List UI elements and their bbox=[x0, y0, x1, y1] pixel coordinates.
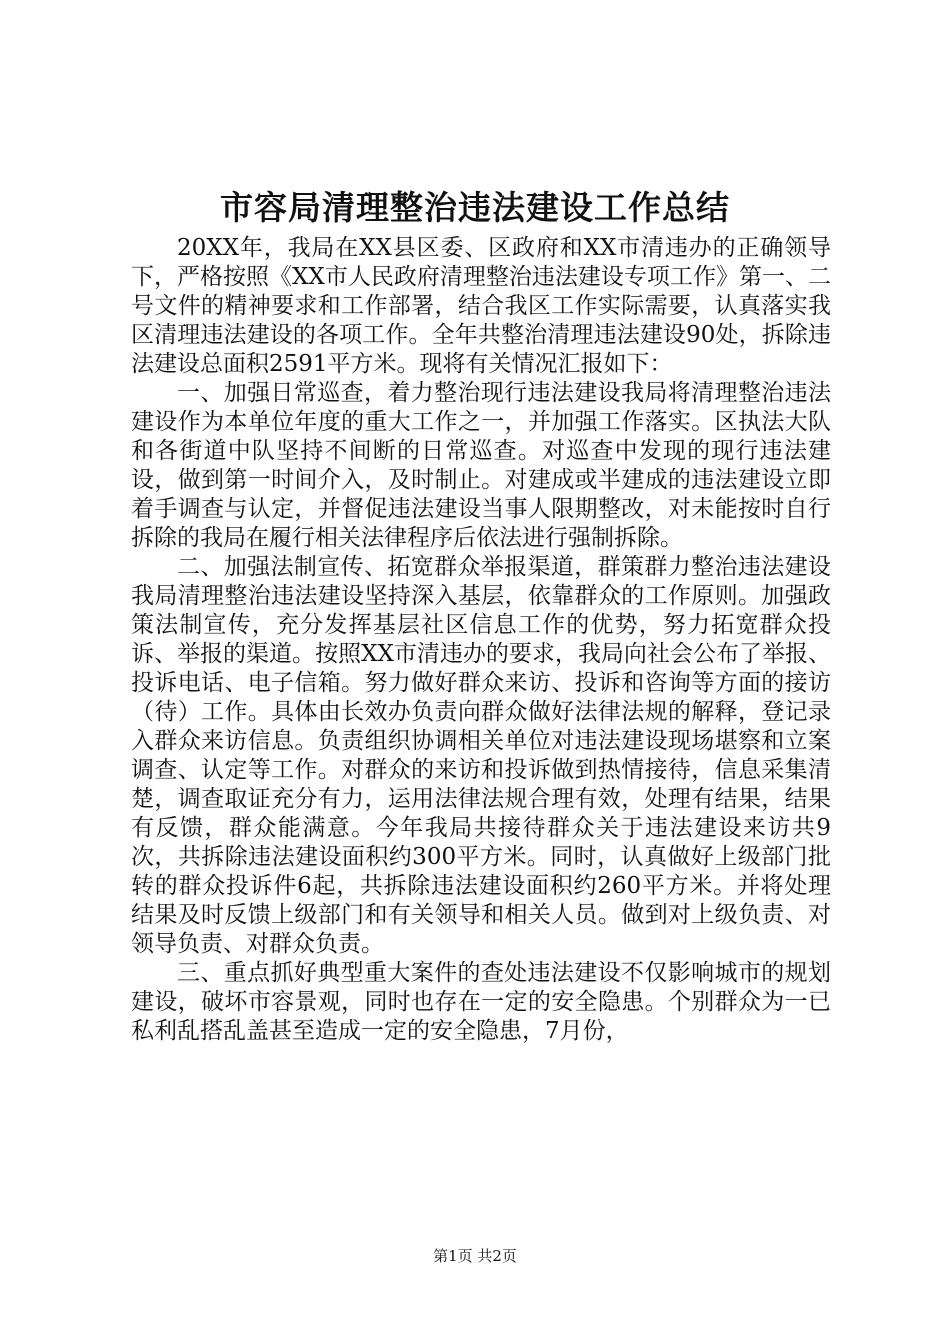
paragraph-section-3: 三、重点抓好典型重大案件的查处违法建设不仅影响城市的规划建设，破坏市容景观，同时也存在一定的安全隐患。个别群众为一已私利乱搭乱盖甚至造成一定的安全隐患，7月份， bbox=[131, 960, 831, 1044]
paragraph-section-1: 一、加强日常巡查，着力整治现行违法建设我局将清理整治违法建设作为本单位年度的重大工作之一，并加强工作落实。区执法大队和各街道中队坚持不间断的日常巡查。对巡查中发现的现行违法建设，做到第一时间介入，及时制止。对建成或半建成的违法建设立即着手调查与认定，并督促违法建设当事人限期整改，对未能按时自行拆除的我局在履行相关法律程序后依法进行强制拆除。 bbox=[131, 380, 831, 551]
document-title: 市容局清理整治违法建设工作总结 bbox=[220, 188, 730, 227]
document-body bbox=[131, 234, 831, 1046]
page-number-footer: 第1页 共2页 bbox=[433, 1247, 517, 1265]
paragraph-intro: 20XX年，我局在XX县区委、区政府和XX市清违办的正确领导下，严格按照《XX市人民政府清理整治违法建设专项工作》第一、二号文件的精神要求和工作部署，结合我区工作实际需要，认真落实我区清理违法建设的各项工作。全年共整治清理违法建设90处，拆除违法建设总面积2591平方米。现将有关情况汇报如下： bbox=[131, 235, 831, 377]
paragraph-section-2: 二、加强法制宣传、拓宽群众举报渠道，群策群力整治违法建设我局清理整治违法建设坚持深入基层，依靠群众的工作原则。加强政策法制宣传，充分发挥基层社区信息工作的优势，努力拓宽群众投诉、举报的渠道。按照XX市清违办的要求，我局向社会公布了举报、投诉电话、电子信箱。努力做好群众来访、投诉和咨询等方面的接访（待）工作。具体由长效办负责向群众做好法律法规的解释，登记录入群众来访信息。负责组织协调相关单位对违法建设现场堪察和立案调查、认定等工作。对群众的来访和投诉做到热情接待，信息采集清楚，调查取证充分有力，运用法律法规合理有效，处理有结果，结果有反馈，群众能满意。今年我局共接待群众关于违法建设来访共9次，共拆除违法建设面积约300平方米。同时，认真做好上级部门批转的群众投诉件6起，共拆除违法建设面积约260平方米。并将处理结果及时反馈上级部门和有关领导和相关人员。做到对上级负责、对领导负责、对群众负责。 bbox=[131, 554, 831, 957]
